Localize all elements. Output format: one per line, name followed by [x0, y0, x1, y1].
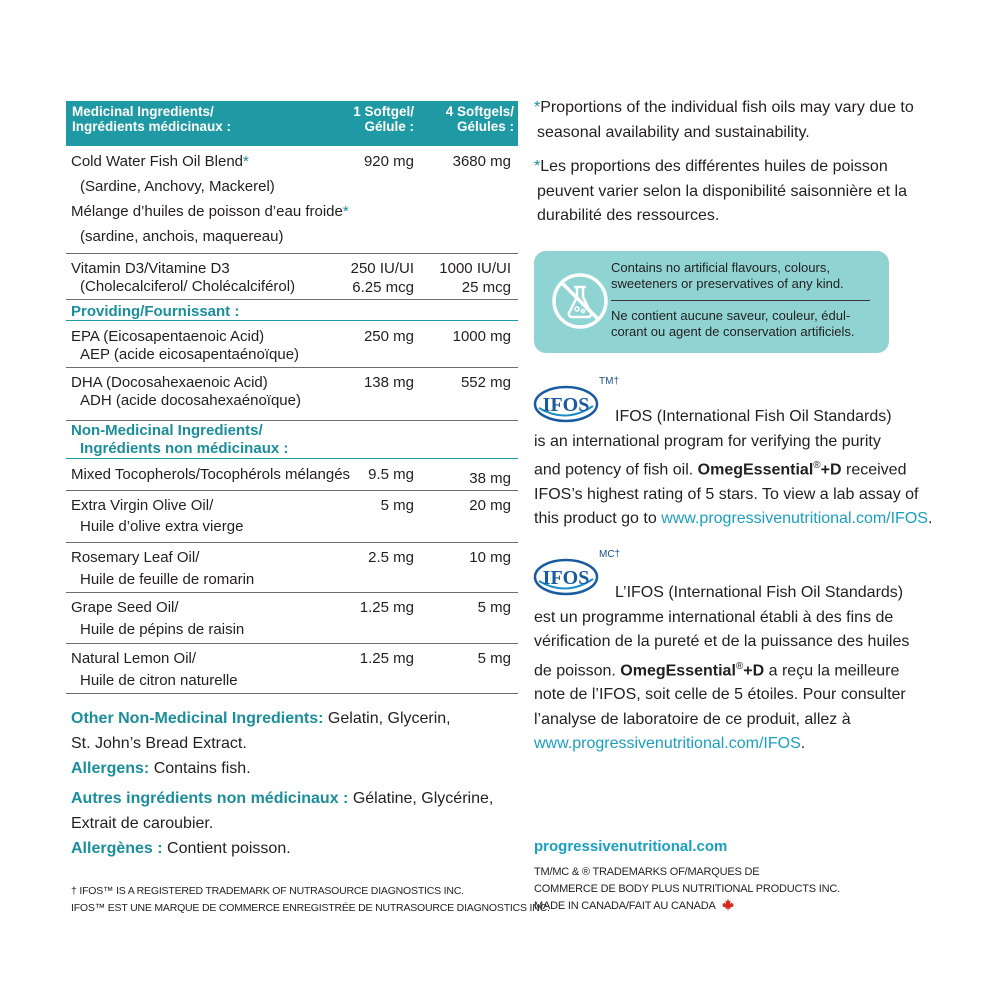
amount-4: 552 mg — [460, 374, 511, 391]
period: . — [927, 510, 933, 528]
other-ingredients-en — [71, 706, 521, 781]
made-in-canada — [534, 898, 840, 915]
ingredients-table — [66, 101, 518, 694]
ifos-en-line4: IFOS’s highest rating of 5 stars. To view a lab assay of — [534, 485, 919, 503]
no-artificial-en-line1: Contains no artificial flavours, colours, — [611, 260, 830, 275]
amount-1-iu: 250 IU/UI — [350, 260, 414, 277]
ifos-logo-text: IFOS — [542, 394, 590, 416]
table-row — [66, 368, 518, 421]
ifos-fr-line3: vérification de la pureté et de la puissance des huiles — [534, 633, 910, 650]
ifos-en-line5 — [534, 507, 934, 532]
header-per-softgel-fr: Gélule : — [364, 119, 414, 134]
ifos-en-line1: IFOS (International Fish Oil Standards) — [615, 408, 892, 425]
made-in-canada-text: MADE IN CANADA/FAIT AU CANADA — [534, 900, 716, 912]
ifos-fr-line6: l’analyse de laboratoire de ce produit, allez à — [534, 710, 851, 728]
no-artificial-fr-line2: corant ou agent de conservation artificiels. — [611, 324, 855, 339]
table-row — [66, 644, 518, 694]
trademark-footnote-en: † IFOS™ IS A REGISTERED TRADEMARK OF NUTRASOURCE DIAGNOSTICS INC. — [71, 885, 464, 897]
ifos-logo-text: IFOS — [542, 567, 590, 589]
ingredient-name: Extra Virgin Olive Oil/ — [71, 497, 214, 514]
amount-4: 20 mg — [469, 497, 511, 514]
trademark-footnote — [71, 883, 550, 917]
table-row — [66, 146, 518, 254]
ingredient-name-fr — [71, 202, 349, 221]
table-row — [66, 491, 518, 543]
website-link[interactable]: progressivenutritional.com — [534, 838, 728, 855]
trademark-mark: TM† — [599, 376, 619, 387]
allergens-en-text: Contains fish. — [149, 760, 251, 777]
header-ingredients-en: Medicinal Ingredients/ — [72, 104, 214, 119]
amount-1: 9.5 mg — [368, 466, 414, 483]
amount-4-iu: 1000 IU/UI — [439, 260, 511, 277]
product-name: OmegEssential — [697, 461, 814, 479]
ifos-description-en — [534, 405, 934, 532]
amount-4 — [439, 259, 511, 297]
ifos-en-line2: is an international program for verifying the purity — [534, 432, 881, 450]
ingredient-name: DHA (Docosahexaenoic Acid) — [71, 374, 268, 391]
amount-1-mcg: 6.25 mcg — [352, 279, 414, 296]
other-ingredients-en-line2: St. John’s Bread Extract. — [71, 735, 247, 752]
brand-trademark — [534, 864, 840, 915]
table-row — [66, 321, 518, 368]
header-per-softgel-en: 1 Softgel/ — [353, 104, 414, 119]
other-ingredients-fr-line2: Extrait de caroubier. — [71, 815, 214, 832]
ifos-fr-line4 — [534, 655, 934, 684]
no-artificial-fr — [611, 308, 876, 340]
ingredient-sub: Huile de pépins de raisin — [80, 621, 245, 638]
proportions-note-fr — [534, 155, 934, 229]
ingredient-sub: Huile d’olive extra vierge — [80, 518, 244, 535]
amount-1: 1.25 mg — [359, 599, 414, 616]
ifos-link-en[interactable]: www.progressivenutritional.com/IFOS — [661, 510, 928, 528]
other-ingredients-en-label: Other Non-Medicinal Ingredients: — [71, 710, 324, 727]
asterisk: * — [243, 153, 249, 170]
proportions-en-line1 — [534, 96, 934, 121]
ifos-fr-line5: note de l’IFOS, soit celle de 5 étoiles. Pour consulter — [534, 686, 906, 704]
ingredient-sub: Huile de feuille de romarin — [80, 571, 255, 588]
table-row — [66, 593, 518, 644]
divider — [611, 300, 870, 301]
ingredient-sub: Huile de citron naturelle — [80, 672, 238, 689]
proportions-fr-text3: durabilité des ressources. — [537, 207, 720, 224]
ingredient-name: Grape Seed Oil/ — [71, 599, 179, 616]
ingredient-sub: AEP (acide eicosapentaénoïque) — [80, 346, 300, 363]
allergens-en — [71, 756, 521, 781]
other-ingredients-fr-line1 — [71, 786, 521, 811]
registered-mark: ® — [735, 660, 744, 672]
product-suffix: +D — [743, 661, 765, 679]
amount-4: 5 mg — [477, 599, 511, 616]
asterisk: * — [534, 158, 541, 175]
amount-1: 2.5 mg — [368, 549, 414, 566]
amount-1: 920 mg — [363, 153, 414, 170]
period: . — [800, 735, 806, 753]
section-non-medicinal — [66, 421, 518, 459]
trademark-mark: MC† — [599, 549, 621, 560]
header-per-4-softgels — [446, 104, 514, 134]
amount-1: 5 mg — [380, 497, 414, 514]
table-row — [66, 459, 518, 491]
allergens-fr-text: Contient poisson. — [162, 840, 291, 857]
ingredient-name-text: Cold Water Fish Oil Blend — [71, 153, 244, 170]
allergens-fr-label: Allergènes : — [71, 840, 163, 857]
ingredient-sub: (Cholecalciferol/ Cholécalciférol) — [80, 278, 296, 295]
allergens-en-label: Allergens: — [71, 760, 150, 777]
table-row — [66, 254, 518, 300]
header-per-4-fr: Gélules : — [456, 119, 514, 134]
ingredient-name: Mixed Tocopherols/Tocophérols mélangés — [71, 466, 351, 483]
header-ingredients — [72, 104, 231, 134]
section-providing: Providing/Fournissant : — [66, 300, 518, 321]
brand-trademark-line1: TM/MC & ® TRADEMARKS OF/MARQUES DE — [534, 866, 760, 878]
trademark-footnote-fr: IFOS™ EST UNE MARQUE DE COMMERCE ENREGISTRÉE DE NUTRASOURCE DIAGNOSTICS INC. — [71, 902, 550, 914]
ingredient-name: Rosemary Leaf Oil/ — [71, 549, 200, 566]
ifos-description-fr — [534, 581, 934, 757]
amount-4-mcg: 25 mcg — [461, 279, 511, 296]
other-ingredients-fr-label: Autres ingrédients non médicinaux : — [71, 790, 349, 807]
ifos-fr-line2: est un programme international établi à des fins de — [534, 608, 894, 626]
registered-mark: ® — [813, 460, 821, 471]
asterisk: * — [534, 99, 541, 116]
amount-4: 3680 mg — [452, 153, 511, 170]
section-non-medicinal-en: Non-Medicinal Ingredients/ — [71, 422, 263, 439]
brand-trademark-line2: COMMERCE DE BODY PLUS NUTRITIONAL PRODUCTS INC. — [534, 883, 840, 895]
amount-1: 250 mg — [363, 328, 414, 345]
proportions-fr-line1 — [534, 155, 934, 180]
other-ingredients-en-line1 — [71, 706, 521, 731]
ifos-link-fr[interactable]: www.progressivenutritional.com/IFOS — [534, 735, 801, 753]
ifos-fr-text: a reçu la meilleure — [764, 661, 900, 679]
ingredient-name: Vitamin D3/Vitamine D3 — [71, 260, 230, 277]
ingredient-sub-fr: (sardine, anchois, maquereau) — [80, 228, 284, 245]
proportions-fr-text2: peuvent varier selon la disponibilité saisonnière et la — [537, 182, 907, 200]
product-name: OmegEssential — [620, 661, 736, 679]
proportions-en-text2: seasonal availability and sustainability. — [537, 123, 810, 141]
amount-4: 5 mg — [477, 650, 511, 667]
ingredient-sub: (Sardine, Anchovy, Mackerel) — [80, 178, 275, 195]
ifos-fr-line7 — [534, 732, 934, 757]
amount-4: 38 mg — [469, 470, 511, 487]
ingredient-name: Natural Lemon Oil/ — [71, 650, 197, 667]
asterisk: * — [342, 203, 349, 220]
amount-4: 1000 mg — [452, 328, 511, 345]
allergens-fr — [71, 836, 521, 861]
proportions-fr-text1: Les proportions des différentes huiles de poisson — [540, 158, 888, 175]
section-non-medicinal-fr: Ingrédients non médicinaux : — [80, 440, 289, 457]
maple-leaf-icon — [721, 898, 735, 911]
no-artificial-en — [611, 260, 876, 292]
product-suffix: +D — [820, 461, 842, 479]
ingredient-name — [71, 152, 249, 171]
no-artificial-box — [534, 251, 889, 353]
ifos-fr-line1: L’IFOS (International Fish Oil Standards) — [615, 584, 904, 601]
ifos-en-text: received — [841, 461, 907, 479]
ingredient-name: EPA (Eicosapentaenoic Acid) — [71, 328, 265, 345]
amount-1: 138 mg — [363, 374, 414, 391]
ingredient-sub: ADH (acide docosahexaénoïque) — [80, 392, 301, 409]
other-ingredients-fr-text: Gélatine, Glycérine, — [348, 790, 494, 807]
ifos-en-text: this product go to — [534, 510, 662, 528]
ifos-en-line3 — [534, 454, 934, 483]
proportions-note-en — [534, 96, 934, 145]
table-header — [66, 101, 518, 146]
table-row — [66, 543, 518, 593]
other-ingredients-fr — [71, 786, 521, 861]
ifos-fr-text: de poisson. — [534, 661, 621, 679]
other-ingredients-en-text: Gelatin, Glycerin, — [323, 710, 451, 727]
amount-1: 1.25 mg — [359, 650, 414, 667]
header-per-softgel — [353, 104, 414, 134]
ifos-en-text: and potency of fish oil. — [534, 461, 698, 479]
amount-1 — [351, 259, 414, 297]
header-per-4-en: 4 Softgels/ — [445, 104, 514, 119]
no-chemicals-icon — [550, 271, 610, 331]
no-artificial-fr-line1: Ne contient aucune saveur, couleur, édul- — [611, 308, 851, 323]
no-artificial-en-line2: sweeteners or preservatives of any kind. — [611, 276, 844, 291]
ingredient-name-fr-text: Mélange d’huiles de poisson d’eau froide — [71, 203, 343, 220]
amount-4: 10 mg — [469, 549, 511, 566]
header-ingredients-fr: Ingrédients médicinaux : — [72, 119, 232, 134]
proportions-en-text1: Proportions of the individual fish oils may vary due to — [540, 99, 914, 116]
